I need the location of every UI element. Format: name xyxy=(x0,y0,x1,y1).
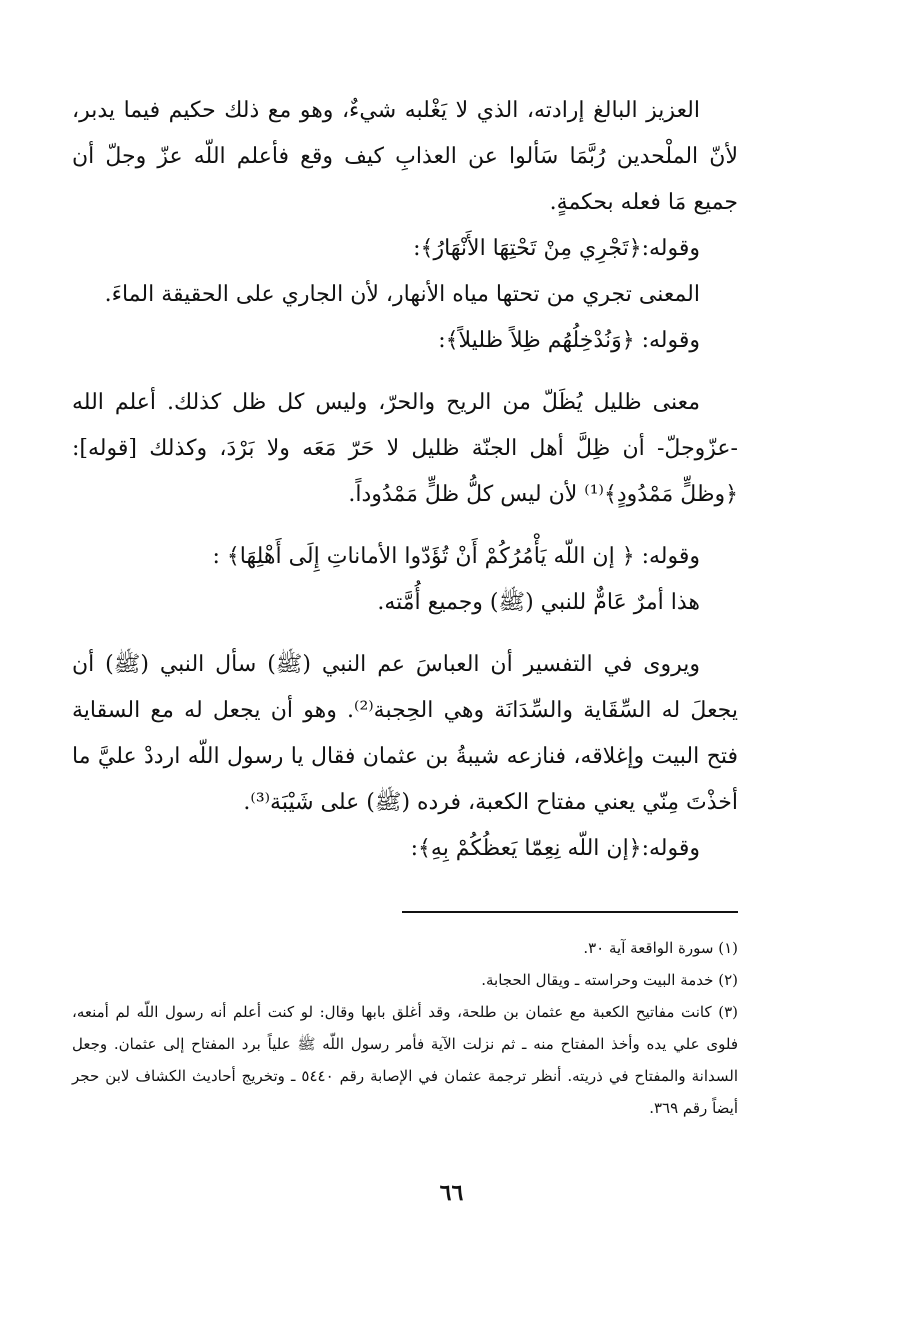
verse-heading-4: وقوله:﴿إن اللّه نِعِمّا يَعظُكُمْ بِهِ﴾: xyxy=(410,836,700,861)
paragraph-2: المعنى تجري من تحتها مياه الأنهار، لأن الجاري على الحقيقة الماءَ. xyxy=(104,282,700,307)
footnotes xyxy=(72,932,738,1124)
main-text xyxy=(72,88,738,872)
paragraph-3: معنى ظليل يُظَلّ من الريح والحرّ، وليس كل ظل كذلك. أعلم الله -عزّوجلّ- أن ظِلَّ أهل الجنّة ظليل لا حَرّ مَعَه ولا بَرْدَ، وكذلك [قوله]: ﴿وظلٍّ مَمْدُودٍ﴾⁽¹⁾ لأن ليس كلُّ ظلٍّ مَمْدُوداً. xyxy=(72,390,738,507)
footnote-2: (٢) خدمة البيت وحراسته ـ ويقال الحجابة. xyxy=(481,971,738,989)
footnote-1: (١) سورة الواقعة آية ٣٠. xyxy=(583,939,738,957)
paragraph-4: هذا أمرٌ عَامٌّ للنبي (ﷺ) وجميع أُمَّته. xyxy=(377,590,700,615)
verse-heading-2: وقوله: ﴿وَنُدْخِلُهُم ظِلاً ظليلاً﴾: xyxy=(438,328,700,353)
footnote-divider xyxy=(402,911,738,913)
footnote-3: (٣) كانت مفاتيح الكعبة مع عثمان بن طلحة، وقد أغلق بابها وقال: لو كنت أعلم أنه رسول اللّه لم أمنعه، فلوى علي يده وأخذ المفتاح منه ـ ثم نزلت الآية فأمر رسول اللّه ﷺ علياً برد المفتاح إلى عثمان. وجعل السدانة والمفتاح في ذريته. أنظر ترجمة عثمان في الإصابة رقم ٥٤٤٠ ـ وتخريج أحاديث الكشاف لابن حجر أيضاً رقم ٣٦٩. xyxy=(72,1003,739,1117)
paragraph-1: العزيز البالغ إرادته، الذي لا يَغْلبه شيءٌ، وهو مع ذلك حكيم فيما يدبر، لأنّ الملْحدين رُبَّمَا سَألوا عن العذابِ كيف وقع فأعلم اللّه عزّ وجلّ أن جميع مَا فعله بحكمةٍ. xyxy=(72,98,738,215)
verse-heading-1: وقوله:﴿تَجْرِي مِنْ تَحْتِهَا الأَنْهَارُ﴾: xyxy=(413,236,700,261)
page-number: ٦٦ xyxy=(439,1180,464,1206)
paragraph-5: ويروى في التفسير أن العباسَ عم النبي (ﷺ) سأل النبي (ﷺ) أن يجعلَ له السِّقَاية والسِّدَانَة وهي الحِجبة⁽²⁾. وهو أن يجعل له مع السقاية فتح البيت وإغلاقه، فنازعه شيبةُ بن عثمان فقال يا رسول اللّه ارددْ عليَّ ما أخذْتَ مِنّي يعني مفتاح الكعبة، فرده (ﷺ) على شَيْبَة⁽³⁾. xyxy=(72,652,739,815)
verse-heading-3: وقوله: ﴿ إن اللّه يَأْمُرُكُمْ أَنْ تُؤَدّوا الأماناتِ إِلَى أَهْلِهَا﴾ : xyxy=(212,544,700,569)
